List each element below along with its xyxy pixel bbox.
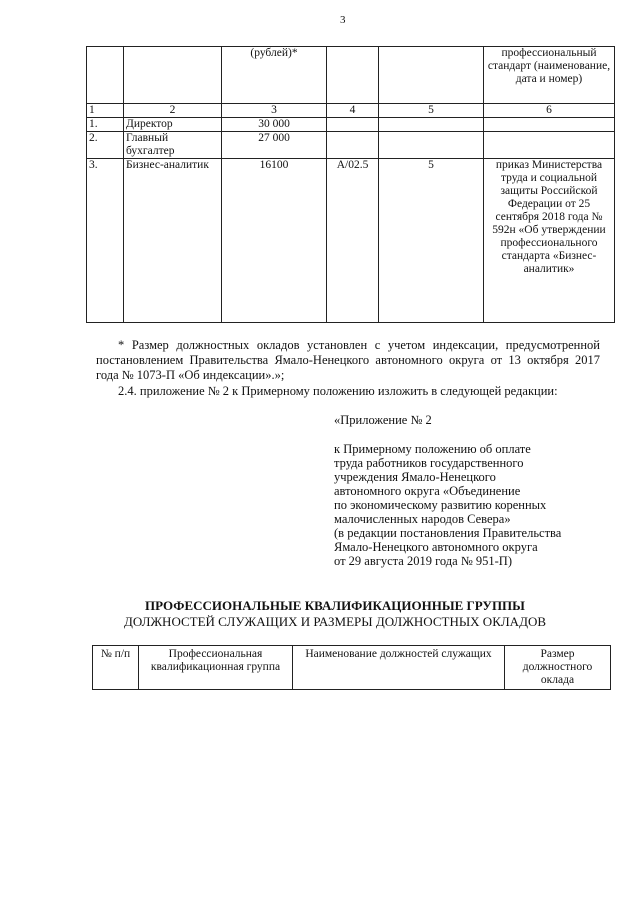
salary-value: 30 000 xyxy=(222,118,327,132)
table-row xyxy=(87,159,615,323)
column-numbers-row xyxy=(87,104,615,118)
prof-standard xyxy=(484,118,615,132)
table-row xyxy=(87,132,615,159)
column-number: 6 xyxy=(484,104,615,118)
position-name: Главный бухгалтер xyxy=(124,132,222,159)
column-number: 5 xyxy=(379,104,484,118)
table-row xyxy=(87,118,615,132)
section-subtitle: ДОЛЖНОСТЕЙ СЛУЖАЩИХ И РАЗМЕРЫ ДОЛЖНОСТНЫХ ОКЛАДОВ xyxy=(123,614,547,629)
qualification-level xyxy=(379,118,484,132)
row-number: 2. xyxy=(87,132,124,159)
qualification-level: 5 xyxy=(379,159,484,323)
salary-value: 27 000 xyxy=(222,132,327,159)
qualification-code: A/02.5 xyxy=(327,159,379,323)
position-name: Бизнес-аналитик xyxy=(124,159,222,323)
qualification-code xyxy=(327,132,379,159)
header-qual-group: Профессиональная квалификационная группа xyxy=(139,646,293,690)
header-positions: Наименование должностей служащих xyxy=(293,646,505,690)
qualification-code xyxy=(327,118,379,132)
qualification-level xyxy=(379,132,484,159)
row-number: 1. xyxy=(87,118,124,132)
column-number: 1 xyxy=(87,104,124,118)
appendix-line: труда работников государственного xyxy=(334,456,524,470)
appendix-title: «Приложение № 2 xyxy=(334,413,432,427)
appendix-caption xyxy=(334,442,609,568)
header-number: № п/п xyxy=(93,646,139,690)
page-number: 3 xyxy=(340,14,346,26)
row-number: 3. xyxy=(87,159,124,323)
section-title: ПРОФЕССИОНАЛЬНЫЕ КВАЛИФИКАЦИОННЫЕ ГРУППЫ xyxy=(145,598,525,613)
column-number: 4 xyxy=(327,104,379,118)
table-header-row xyxy=(87,47,615,104)
table-header-row xyxy=(93,646,611,690)
appendix-line: от 29 августа 2019 года № 951-П) xyxy=(334,554,512,568)
appendix-line: Ямало-Ненецкого автономного округа xyxy=(334,540,538,554)
position-name: Директор xyxy=(124,118,222,132)
column-number: 3 xyxy=(222,104,327,118)
salary-table xyxy=(86,46,615,323)
header-prof-standard: профессиональный стандарт (наименование, дата и номер) xyxy=(484,47,615,104)
appendix-line: учреждения Ямало-Ненецкого xyxy=(334,470,496,484)
appendix-line: (в редакции постановления Правительства xyxy=(334,526,562,540)
appendix-line: малочисленных народов Севера» xyxy=(334,512,511,526)
footnote: * Размер должностных окладов установлен с учетом индексации, предусмотренной постановлением Правительства Ямало-Ненецкого автономного округа от 13 октября 2017 года № 1073-П «Об индексации».»; xyxy=(96,338,600,382)
prof-standard xyxy=(484,132,615,159)
paragraph-2-4: 2.4. приложение № 2 к Примерному положению изложить в следующей редакции: xyxy=(118,384,558,398)
qualification-groups-table xyxy=(92,645,611,690)
appendix-line: по экономическому развитию коренных xyxy=(334,498,547,512)
header-salary-unit: (рублей)* xyxy=(222,47,327,104)
salary-value: 16100 xyxy=(222,159,327,323)
appendix-line: к Примерному положению об оплате xyxy=(334,442,531,456)
column-number: 2 xyxy=(124,104,222,118)
prof-standard: приказ Министерства труда и социальной защиты Российской Федерации от 25 сентября 2018 года № 592н «Об утверждении профессионального стандарта «Бизнес-аналитик» xyxy=(484,159,615,323)
header-salary-size: Размер должностного оклада xyxy=(505,646,611,690)
appendix-line: автономного округа «Объединение xyxy=(334,484,521,498)
